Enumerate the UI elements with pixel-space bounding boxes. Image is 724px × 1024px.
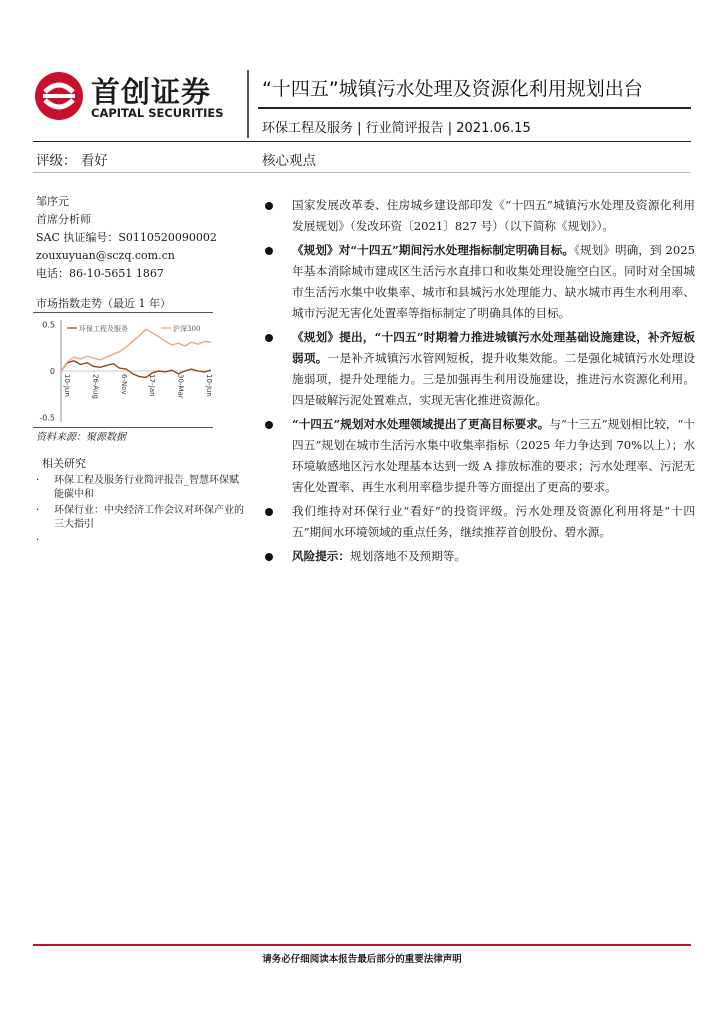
legal-notice: 请务必仔细阅读本报告最后部分的重要法律声明 [262,954,462,965]
rating-label: 评级： [36,153,77,169]
analyst-email[interactable]: zouxuyuan@sczq.com.cn [36,249,175,262]
related-research-heading: 相关研究 [42,457,86,470]
bullet-icon [265,553,273,561]
key-point: 《规划》对“十四五”期间污水处理指标制定明确目标。《规划》明确，到 2025 年基本消除城市建成区生活污水直排口和收集处理设施空白区。同时对全国城市生活污水集中收集率、城市和县城污水处理能力、缺水城市再生水利用率、城市污泥无害化处置率等指标制定了明确具体的目标。 [262,240,695,324]
x-tick-label: 26-Aug [91,374,100,399]
series-line-2 [61,329,211,371]
key-point: 国家发展改革委、住房城乡建设部印发《“十四五”城镇污水处理及资源化利用发展规划》（发改环资〔2021〕827 号）（以下简称《规划》）。 [262,195,695,237]
footer-rule [33,944,691,946]
legend-label-2: 沪深300 [173,325,201,333]
y-tick-label: -0.5 [39,413,55,423]
report-title: “十四五”城镇污水处理及资源化利用规划出台 [262,78,643,100]
bullet-icon [265,334,273,342]
company-logo [33,70,238,122]
capital-securities-logo-icon [33,70,85,122]
rating-value: 看好 [80,153,108,169]
logo-english-name: CAPITAL SECURITIES [91,106,224,120]
analyst-name: 邹序元 [36,195,69,208]
bullet-icon [265,247,273,255]
analyst-phone: 电话：86-10-5651 1867 [36,267,164,280]
related-item[interactable]: · 环保行业：中央经济工作会议对环保产业的三大指引 [36,505,244,530]
index-chart-title: 市场指数走势（最近 1 年） [36,297,171,310]
section-rule [33,172,691,173]
title-rule [258,107,691,109]
header-divider [247,70,249,138]
core-view-heading: 核心观点 [262,153,316,169]
bullet-icon [265,421,273,429]
related-item[interactable]: · 环保工程及服务行业简评报告_智慧环保赋能碳中和 [36,475,239,500]
series-line-1 [61,361,211,378]
related-research-list: · 环保工程及服务行业简评报告_智慧环保赋能碳中和 · 环保行业：中央经济工作会议对环保产业的三大指引 · [36,475,244,546]
index-chart [33,314,217,426]
x-tick-label: 6-Nov [119,374,128,395]
key-point: 风险提示：规划落地不及预期等。 [262,546,695,567]
analyst-info [36,193,217,283]
y-tick-label: 0.5 [42,320,55,330]
x-tick-label: 30-Mar [176,374,185,399]
key-points [262,195,695,570]
rating [36,149,108,169]
key-point: 《规划》提出，“十四五”时期着力推进城镇污水处理基础设施建设，补齐短板弱项。一是补齐城镇污水管网短板，提升收集效能。二是强化城镇污水处理设施弱项，提升处理能力。三是加强再生利用设施建设，推进污水资源化利用。四是破解污泥处置难点，实现无害化推进资源化。 [262,327,695,411]
header-rule [33,141,691,142]
bullet-icon [265,202,273,210]
chart-top-rule [33,312,213,313]
report-subtitle: 环保工程及服务 | 行业简评报告 | 2021.06.15 [262,121,531,136]
x-tick-label: 10-Jun [205,374,213,397]
bullet-icon [265,508,273,516]
key-point: 我们维持对环保行业“看好”的投资评级。污水处理及资源化利用将是“十四五”期间水环境领域的重点任务，继续推荐首创股份、碧水源。 [262,501,695,543]
logo-chinese-name: 首创证券 [91,75,212,109]
legend-label-1: 环保工程及服务 [79,325,128,333]
x-tick-label: 10-Jun [63,374,71,397]
chart-source: 资料来源：聚源数据 [36,432,126,443]
analyst-role: 首席分析师 [36,213,91,226]
x-tick-label: 17-Jan [148,374,157,397]
y-tick-label: 0 [49,367,55,376]
key-point: “十四五”规划对水处理领域提出了更高目标要求。与“十三五”规划相比较，“十四五”规划在城市生活污水集中收集率指标（2025 年力争达到 70%以上）；水环境敏感地区污水处理基本达到一级 A 排放标准的要求；污水处理率、污泥无害化处置率、再生水利用率稳步提升等方面提出了更高的要求。 [262,414,695,498]
analyst-sac: SAC 执证编号：S0110520090002 [36,231,217,244]
